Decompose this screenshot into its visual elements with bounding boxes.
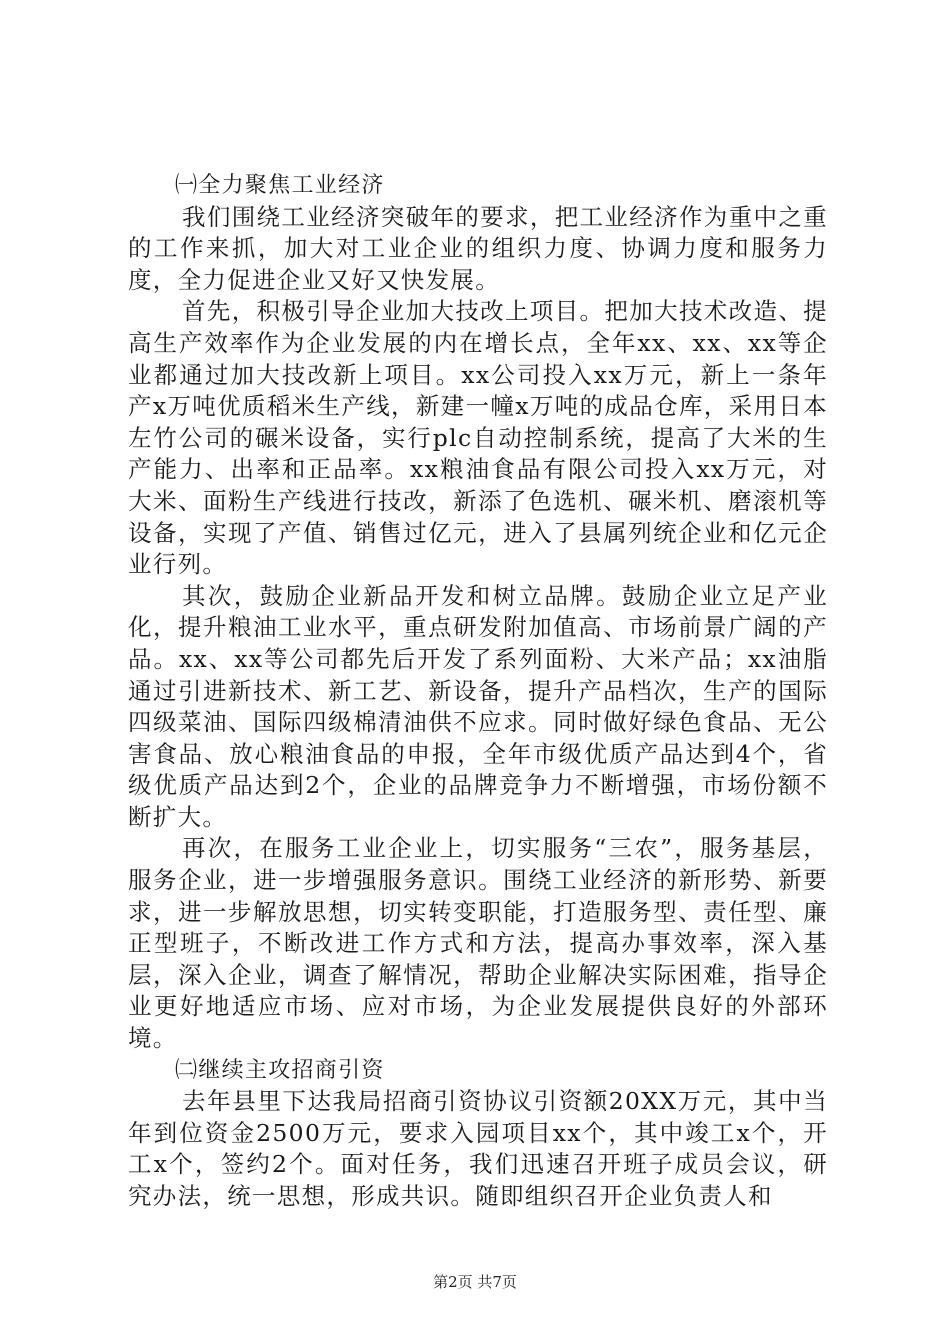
section-heading-1: ㈠全力聚焦工业经济 (175, 173, 385, 198)
page-number-footer: 第2页 共7页 (433, 1273, 517, 1291)
paragraph-3: 其次，鼓励企业新品开发和树立品牌。鼓励企业立足产业化，提升粮油工业水平，重点研发附加值高、市场前景广阔的产品。xx、xx等公司都先后开发了系列面粉、大米产品；xx油脂通过引进新技术、新工艺、新设备，提升产品档次，生产的国际四级菜油、国际四级棉清油供不应求。同时做好绿色食品、无公害食品、放心粮油食品的申报，全年市级优质产品达到4个，省级优质产品达到2个，企业的品牌竞争力不断增强，市场份额不断扩大。 (128, 581, 828, 831)
section-heading-2: ㈡继续主攻招商引资 (175, 1057, 385, 1083)
document-body (128, 170, 828, 1213)
paragraph-1: 我们围绕工业经济突破年的要求，把工业经济作为重中之重的工作来抓，加大对工业企业的组织力度、协调力度和服务力度，全力促进企业又好又快发展。 (128, 202, 828, 294)
paragraph-4: 再次，在服务工业企业上，切实服务“三农”，服务基层，服务企业，进一步增强服务意识。围绕工业经济的新形势、新要求，进一步解放思想，切实转变职能，打造服务型、责任型、廉正型班子，不断改进工作方式和方法，提高办事效率，深入基层，深入企业，调查了解情况，帮助企业解决实际困难，指导企业更好地适应市场、应对市场，为企业发展提供良好的外部环境。 (128, 834, 828, 1053)
paragraph-2: 首先，积极引导企业加大技改上项目。把加大技术改造、提高生产效率作为企业发展的内在增长点，全年xx、xx、xx等企业都通过加大技改新上项目。xx公司投入xx万元，新上一条年产x万吨优质稻米生产线，新建一幢x万吨的成品仓库，采用日本左竹公司的碾米设备，实行plc自动控制系统，提高了大米的生产能力、出率和正品率。xx粮油食品有限公司投入xx万元，对大米、面粉生产线进行技改，新添了色选机、碾米机、磨滚机等设备，实现了产值、销售过亿元，进入了县属列统企业和亿元企业行列。 (128, 297, 828, 579)
paragraph-5: 去年县里下达我局招商引资协议引资额20XX万元，其中当年到位资金2500万元，要求入园项目xx个，其中竣工x个，开工x个，签约2个。面对任务，我们迅速召开班子成员会议，研究办法，统一思想，形成共识。随即组织召开企业负责人和 (128, 1087, 828, 1210)
